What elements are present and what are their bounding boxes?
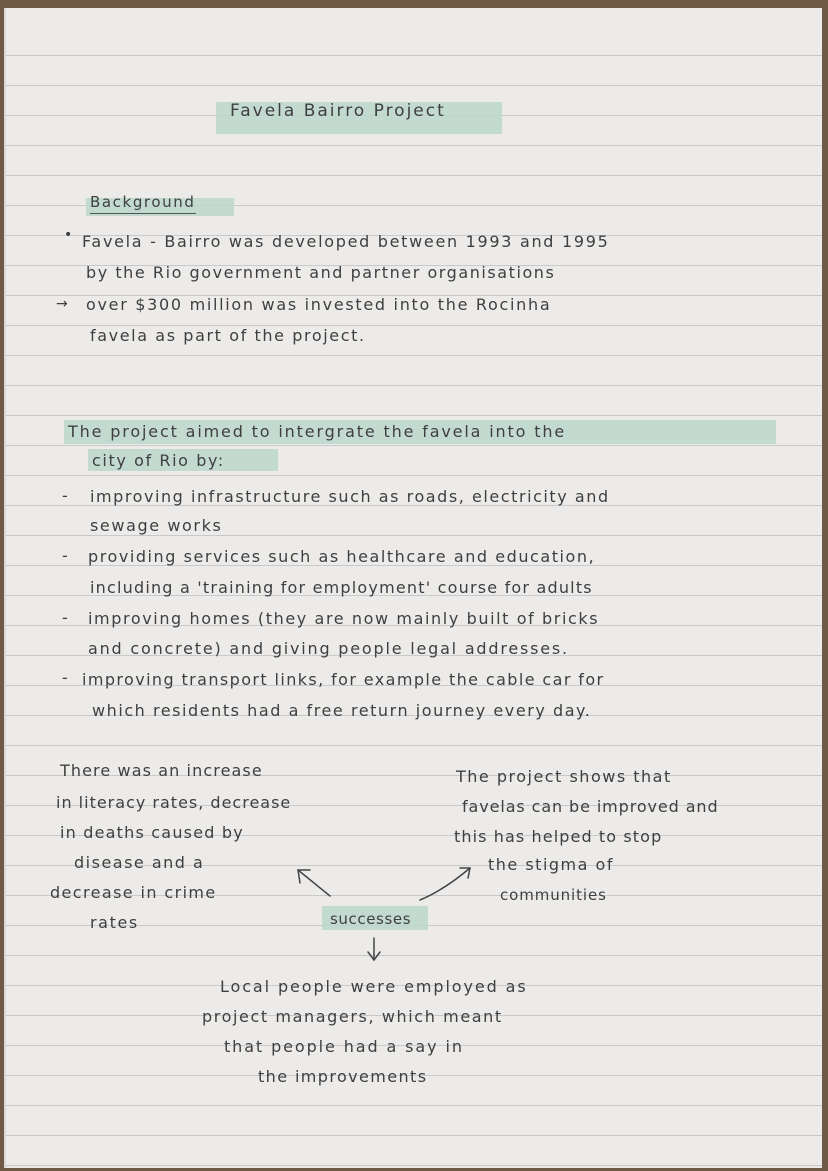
dash-2: - bbox=[62, 546, 70, 565]
background-line-1: Favela - Bairro was developed between 1993 and 1995 bbox=[82, 232, 610, 251]
background-line-4: favela as part of the project. bbox=[90, 326, 366, 345]
bullet-dot-1: • bbox=[64, 227, 74, 243]
bottom-line-2: project managers, which meant bbox=[202, 1007, 503, 1026]
dash-4: - bbox=[62, 668, 70, 687]
aim-intro-line-2: city of Rio by: bbox=[92, 451, 225, 470]
success-left-line-3: in deaths caused by bbox=[60, 823, 244, 842]
aim-bullet-1-line-1: improving infrastructure such as roads, electricity and bbox=[90, 487, 610, 506]
success-right-line-2: favelas can be improved and bbox=[462, 797, 719, 816]
arrow-left-icon bbox=[298, 870, 330, 896]
dash-1: - bbox=[62, 486, 70, 505]
aim-intro-line-1: The project aimed to intergrate the favela into the bbox=[68, 422, 567, 441]
aim-bullet-2-line-1: providing services such as healthcare and education, bbox=[88, 547, 596, 566]
notebook-page bbox=[4, 8, 822, 1168]
success-left-line-6: rates bbox=[90, 913, 139, 932]
success-left-line-5: decrease in crime bbox=[50, 883, 217, 902]
aim-bullet-3-line-1: improving homes (they are now mainly built of bricks bbox=[88, 609, 600, 628]
aim-bullet-4-line-1: improving transport links, for example the cable car for bbox=[82, 670, 605, 689]
arrow-down-icon bbox=[368, 938, 380, 960]
success-left-line-4: disease and a bbox=[74, 853, 205, 872]
background-heading: Background bbox=[90, 191, 196, 214]
dash-3: - bbox=[62, 608, 70, 627]
background-line-3: over $300 million was invested into the Rocinha bbox=[86, 295, 552, 314]
success-left-line-2: in literacy rates, decrease bbox=[56, 793, 292, 812]
arrow-icon: → bbox=[56, 296, 70, 312]
arrow-right-icon bbox=[420, 868, 470, 900]
bottom-line-4: the improvements bbox=[258, 1067, 428, 1086]
success-right-line-5: communities bbox=[500, 886, 607, 904]
background-line-2: by the Rio government and partner organisations bbox=[86, 263, 556, 282]
success-right-line-4: the stigma of bbox=[488, 855, 614, 874]
bottom-line-3: that people had a say in bbox=[224, 1037, 464, 1056]
page-title: Favela Bairro Project bbox=[230, 101, 446, 121]
aim-bullet-1-line-2: sewage works bbox=[90, 516, 223, 535]
bottom-line-1: Local people were employed as bbox=[220, 977, 528, 996]
successes-label: successes bbox=[330, 910, 412, 928]
aim-bullet-4-line-2: which residents had a free return journey every day. bbox=[92, 701, 592, 720]
success-right-line-1: The project shows that bbox=[456, 767, 672, 786]
aim-bullet-3-line-2: and concrete) and giving people legal addresses. bbox=[88, 639, 569, 658]
success-left-line-1: There was an increase bbox=[60, 761, 263, 780]
aim-bullet-2-line-2: including a 'training for employment' course for adults bbox=[90, 578, 593, 597]
success-right-line-3: this has helped to stop bbox=[454, 827, 663, 846]
